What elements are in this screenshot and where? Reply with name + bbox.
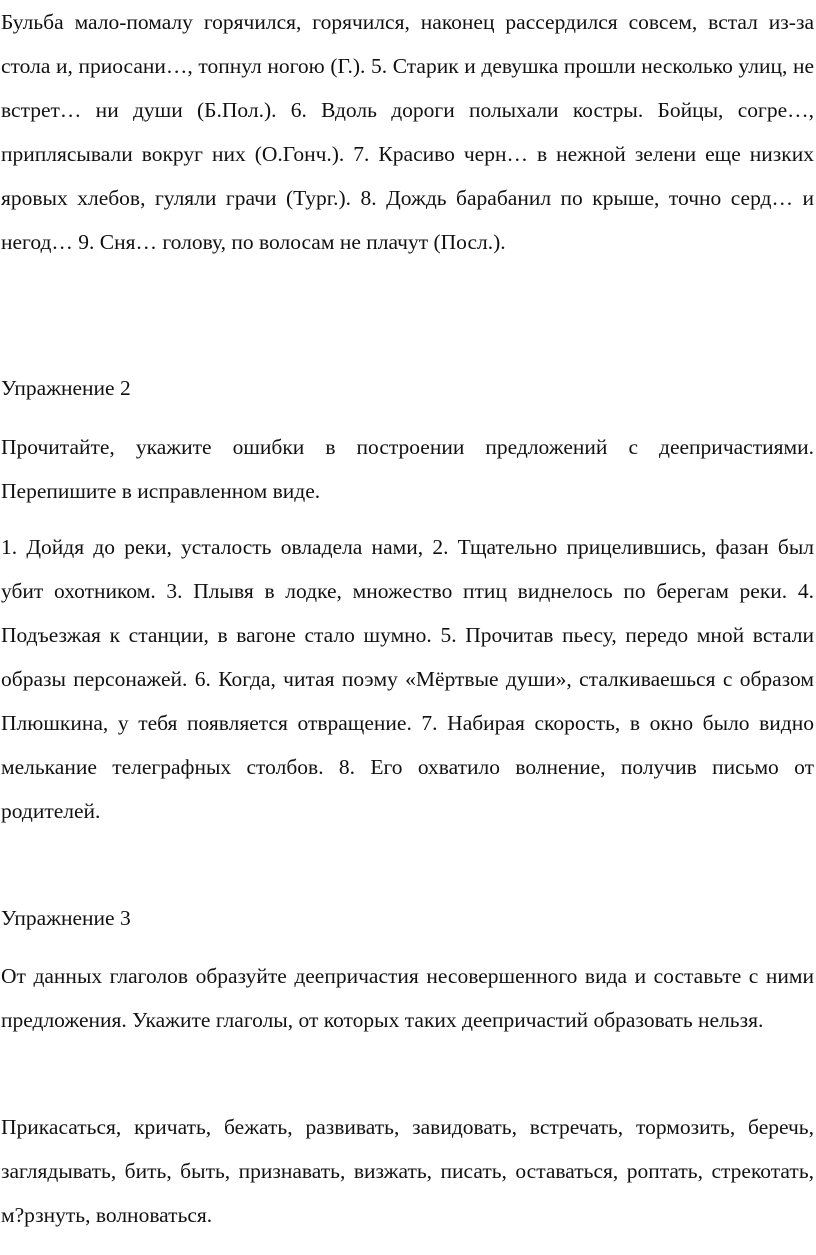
exercise-2-task: Прочитайте, укажите ошибки в построении предложений с деепричастиями. Перепишите в исправленном виде. [1, 435, 814, 503]
exercise-2-heading: Упражнение 2 [1, 376, 131, 400]
exercise-3-task: От данных глаголов образуйте деепричастия несовершенного вида и составьте с ними предложения. Укажите глаголы, от которых таких деепричастий образовать нельзя. [1, 964, 814, 1032]
exercise-2-sentences: 1. Дойдя до реки, усталость овладела нами, 2. Тщательно прицелившись, фазан был убит охотником. 3. Плывя в лодке, множество птиц виднелось по берегам реки. 4. Подъезжая к станции, в вагоне стало шумно. 5. Прочитав пьесу, передо мной встали образы персонажей. 6. Когда, читая поэму «Мёртвые души», сталкиваешься с образом Плюшкина, у тебя появляется отвращение. 7. Набирая скорость, в окно было видно мелькание телеграфных столбов. 8. Его охватило волнение, получив письмо от родителей. [1, 535, 814, 823]
exercise-3-heading: Упражнение 3 [1, 906, 131, 930]
intro-paragraph: Бульба мало-помалу горячился, горячился, наконец рассердился совсем, встал из-за стола и, приосани…, топнул ногою (Г.). 5. Старик и девушка прошли несколько улиц, не встрет… ни души (Б.Пол.). 6. Вдоль дороги полыхали костры. Бойцы, согре…, приплясывали вокруг них (О.Гонч.). 7. Красиво черн… в нежной зелени еще низких яровых хлебов, гуляли грачи (Тург.). 8. Дождь барабанил по крыше, точно серд… и негод… 9. Сня… голову, по волосам не плачут (Посл.). [1, 10, 814, 254]
exercise-3-verb-list: Прикасаться, кричать, бежать, развивать, завидовать, встречать, тормозить, беречь, заглядывать, бить, быть, признавать, визжать, писать, оставаться, роптать, стрекотать, м?рзнуть, волноваться. [1, 1115, 814, 1227]
